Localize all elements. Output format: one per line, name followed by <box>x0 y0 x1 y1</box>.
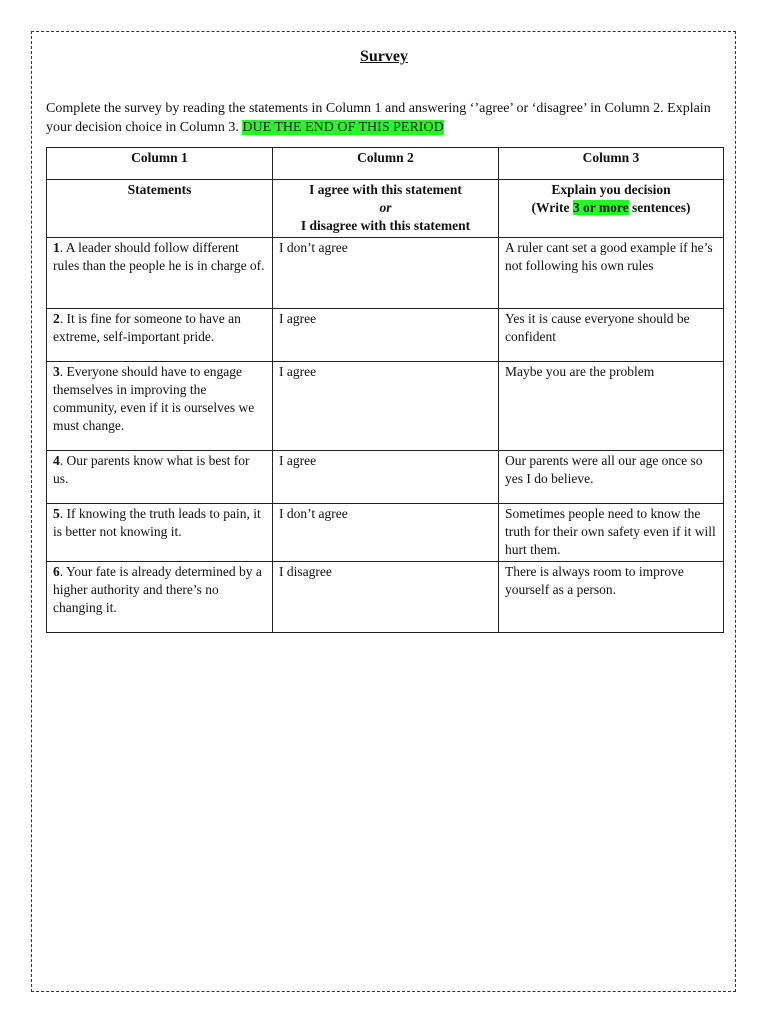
statements-header: Statements <box>47 180 273 238</box>
explanation-cell: Our parents were all our age once so yes I do believe. <box>499 451 724 504</box>
statement-text: . Our parents know what is best for us. <box>53 453 250 486</box>
due-highlight: DUE THE END OF THIS PERIOD <box>242 120 444 135</box>
explanation-cell: There is always room to improve yourself as a person. <box>499 562 724 633</box>
survey-table <box>46 147 724 633</box>
explanation-cell: Maybe you are the problem <box>499 362 724 451</box>
response-cell: I agree <box>273 309 499 362</box>
statement-cell <box>47 362 273 451</box>
instructions-text: Complete the survey by reading the statements in Column 1 and answering ‘’agree’ or ‘disagree’ in Column 2. Explain your decision choice in Column 3. <box>46 101 711 135</box>
sentence-count-prefix: (Write <box>531 200 573 215</box>
sentence-count-line <box>505 199 717 217</box>
statement-number: 2 <box>53 311 60 326</box>
statement-text: . A leader should follow different rules than the people he is in charge of. <box>53 240 265 273</box>
statement-text: . Your fate is already determined by a higher authority and there’s no changing it. <box>53 564 262 615</box>
statement-cell <box>47 309 273 362</box>
instructions-paragraph <box>46 99 736 137</box>
statement-number: 5 <box>53 506 60 521</box>
response-cell: I disagree <box>273 562 499 633</box>
agree-disagree-header <box>273 180 499 238</box>
response-cell: I agree <box>273 451 499 504</box>
statement-cell <box>47 504 273 562</box>
explanation-cell: Yes it is cause everyone should be confident <box>499 309 724 362</box>
response-cell: I don’t agree <box>273 504 499 562</box>
agree-header-line: I agree with this statement <box>309 182 462 197</box>
statement-number: 3 <box>53 364 60 379</box>
statement-number: 4 <box>53 453 60 468</box>
statement-text: . It is fine for someone to have an extreme, self-important pride. <box>53 311 241 344</box>
column-3-header: Column 3 <box>499 148 724 180</box>
or-header-line: or <box>379 200 392 215</box>
explanation-cell: Sometimes people need to know the truth for their own safety even if it will hurt them. <box>499 504 724 562</box>
response-cell: I don’t agree <box>273 238 499 309</box>
page-title: Survey <box>360 48 408 65</box>
statement-cell <box>47 562 273 633</box>
explanation-cell: A ruler cant set a good example if he’s not following his own rules <box>499 238 724 309</box>
table-row <box>47 504 724 562</box>
column-1-header: Column 1 <box>47 148 273 180</box>
sentence-count-highlight: 3 or more <box>572 200 629 215</box>
column-2-header: Column 2 <box>273 148 499 180</box>
explain-header-line: Explain you decision <box>551 182 671 197</box>
statement-cell <box>47 238 273 309</box>
statement-cell <box>47 451 273 504</box>
table-row <box>47 238 724 309</box>
statement-number: 1 <box>53 240 60 255</box>
table-row <box>47 562 724 633</box>
statement-text: . If knowing the truth leads to pain, it is better not knowing it. <box>53 506 261 539</box>
statement-text: . Everyone should have to engage themselves in improving the community, even if it is ourselves we must change. <box>53 364 255 433</box>
column-header-row <box>47 148 724 180</box>
disagree-header-line: I disagree with this statement <box>300 218 471 233</box>
explain-header <box>499 180 724 238</box>
table-row <box>47 309 724 362</box>
response-cell: I agree <box>273 362 499 451</box>
table-row <box>47 451 724 504</box>
table-row <box>47 362 724 451</box>
sub-header-row <box>47 180 724 238</box>
statement-number: 6 <box>53 564 60 579</box>
sentence-count-suffix: sentences) <box>628 200 691 215</box>
